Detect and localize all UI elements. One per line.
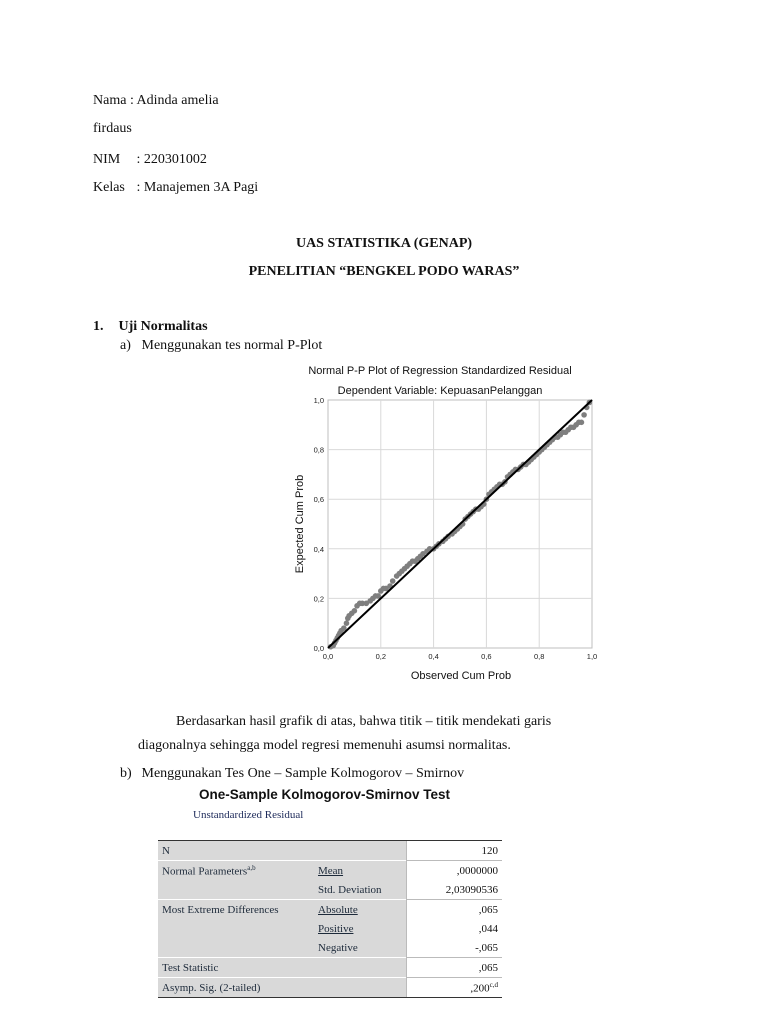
conclusion-line-1: Berdasarkan hasil grafik di atas, bahwa titik – titik mendekati garis bbox=[176, 714, 552, 729]
ks-column-header: Unstandardized Residual bbox=[193, 809, 304, 821]
data-point bbox=[579, 420, 585, 426]
item-a bbox=[120, 338, 322, 354]
x-tick-label: 1,0 bbox=[586, 652, 598, 661]
plot-area bbox=[314, 396, 598, 661]
y-axis-label: Expected Cum Prob bbox=[294, 474, 306, 574]
cell-mean: ,0000000 bbox=[407, 861, 503, 881]
section-number: 1. bbox=[93, 319, 104, 334]
data-point bbox=[581, 412, 587, 418]
research-title: PENELITIAN “BENGKEL PODO WARAS” bbox=[248, 264, 520, 279]
cell-negative: -,065 bbox=[407, 938, 503, 958]
nama-label: Nama bbox=[93, 93, 127, 108]
nim-line bbox=[93, 152, 207, 168]
x-tick-label: 0,6 bbox=[481, 652, 492, 661]
nama-line bbox=[93, 93, 219, 109]
nama-value: : Adinda amelia bbox=[129, 93, 219, 108]
table-row bbox=[158, 880, 502, 900]
y-tick-label: 1,0 bbox=[313, 396, 324, 405]
table-row bbox=[158, 958, 502, 978]
nim-value: : 220301002 bbox=[136, 152, 207, 167]
data-point bbox=[390, 578, 396, 584]
row-label-normal-parameters: Normal Parameters$^{a,b}$ bbox=[158, 861, 314, 881]
pp-plot-chart bbox=[285, 358, 605, 688]
kelas-line bbox=[93, 180, 258, 196]
cell-sd: 2,03090536 bbox=[407, 880, 503, 900]
item-a-marker: a) bbox=[120, 338, 131, 353]
ks-table-title: One-Sample Kolmogorov-Smirnov Test bbox=[199, 787, 451, 802]
nama-continuation: firdaus bbox=[93, 121, 132, 136]
x-tick-label: 0,2 bbox=[375, 652, 387, 661]
chart-title: Normal P-P Plot of Regression Standardized Residual bbox=[308, 365, 572, 377]
table-row bbox=[158, 919, 502, 938]
table-row bbox=[158, 861, 502, 881]
section-heading bbox=[93, 319, 208, 335]
sub-label-negative: Negative bbox=[314, 938, 407, 958]
nim-label: NIM bbox=[93, 152, 121, 167]
y-tick-label: 0,4 bbox=[313, 544, 324, 554]
chart-subtitle: Dependent Variable: KepuasanPelanggan bbox=[337, 385, 543, 397]
sub-label-mean: Mean bbox=[314, 861, 407, 881]
data-point bbox=[352, 608, 358, 614]
exam-title: UAS STATISTIKA (GENAP) bbox=[295, 236, 473, 251]
x-axis-label: Observed Cum Prob bbox=[410, 670, 512, 682]
item-b-marker: b) bbox=[120, 766, 132, 781]
row-label-n: N bbox=[158, 841, 314, 861]
x-tick-label: 0,0 bbox=[322, 652, 334, 661]
kelas-label: Kelas bbox=[93, 180, 125, 195]
section-title: Uji Normalitas bbox=[118, 319, 208, 334]
y-tick-label: 0,6 bbox=[313, 495, 324, 505]
row-label-test-statistic: Test Statistic bbox=[158, 958, 314, 978]
conclusion-line-2: diagonalnya sehingga model regresi memenuhi asumsi normalitas. bbox=[138, 738, 511, 753]
ks-table bbox=[158, 840, 502, 998]
row-label-asymp-sig: Asymp. Sig. (2-tailed) bbox=[158, 978, 314, 998]
cell-asymp-sig: ,200$^{c,d}$ bbox=[407, 978, 503, 998]
x-tick-label: 0,8 bbox=[533, 652, 545, 661]
y-tick-label: 0,0 bbox=[313, 644, 324, 653]
data-point bbox=[344, 620, 350, 626]
sub-label-sd: Std. Deviation bbox=[314, 880, 407, 900]
table-row bbox=[158, 841, 502, 861]
table-row bbox=[158, 978, 502, 998]
item-b bbox=[120, 766, 464, 782]
y-tick-label: 0,2 bbox=[313, 594, 324, 604]
y-tick-label: 0,8 bbox=[313, 445, 324, 455]
table-row bbox=[158, 900, 502, 920]
cell-test-statistic: ,065 bbox=[407, 958, 503, 978]
cell-positive: ,044 bbox=[407, 919, 503, 938]
cell-n: 120 bbox=[407, 841, 503, 861]
item-a-text: Menggunakan tes normal P-Plot bbox=[141, 338, 323, 353]
kelas-value: : Manajemen 3A Pagi bbox=[136, 180, 259, 195]
cell-absolute: ,065 bbox=[407, 900, 503, 920]
sub-label-positive: Positive bbox=[314, 919, 407, 938]
row-label-most-extreme: Most Extreme Differences bbox=[158, 900, 314, 920]
sub-label-absolute: Absolute bbox=[314, 900, 407, 920]
item-b-text: Menggunakan Tes One – Sample Kolmogorov – Smirnov bbox=[141, 766, 465, 781]
table-row bbox=[158, 938, 502, 958]
x-tick-label: 0,4 bbox=[428, 652, 439, 661]
